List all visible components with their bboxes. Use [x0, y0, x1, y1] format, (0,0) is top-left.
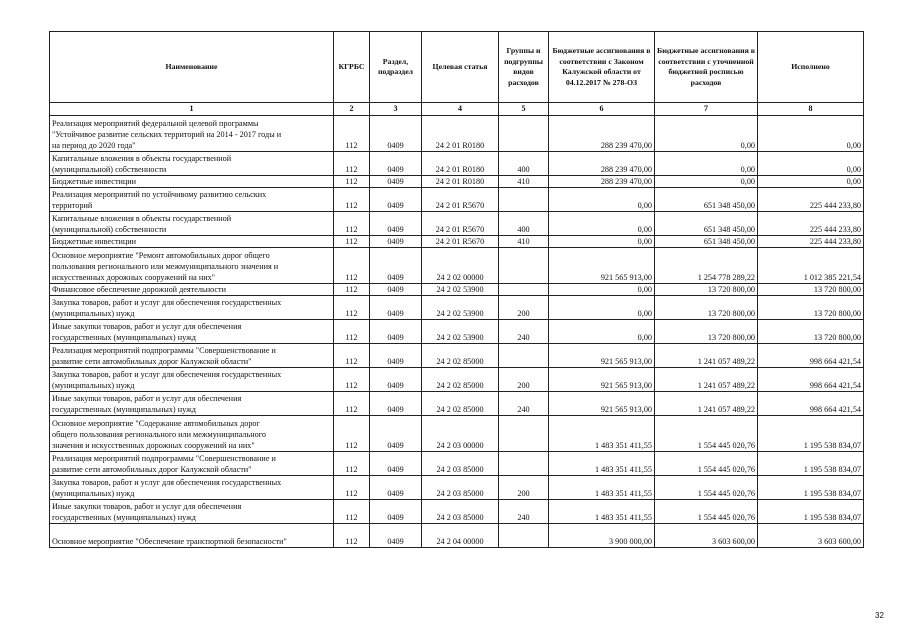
row-kgrbs-cell: 112	[334, 368, 370, 392]
header-kgrbs: КГРБС	[334, 32, 370, 103]
table-row	[50, 392, 864, 416]
row-executed-cell: 0,00	[758, 176, 864, 188]
row-name-cell: Реализация мероприятий по устойчивому развитию сельских территорий	[50, 188, 334, 212]
row-assign-law-cell: 0,00	[549, 236, 655, 248]
row-kgrbs-cell: 112	[334, 284, 370, 296]
row-assign-law-cell: 0,00	[549, 212, 655, 236]
row-assign-law-cell: 1 483 351 411,55	[549, 416, 655, 452]
row-kgrbs-cell: 112	[334, 392, 370, 416]
row-executed-cell: 998 664 421,54	[758, 368, 864, 392]
row-group-cell: 240	[499, 320, 549, 344]
row-target-cell: 24 2 02 53900	[422, 320, 499, 344]
row-name-cell: Иные закупки товаров, работ и услуг для обеспечения государственных (муниципальных) нужд	[50, 320, 334, 344]
row-executed-cell: 1 195 538 834,07	[758, 416, 864, 452]
row-assign-refined-cell: 0,00	[655, 152, 758, 176]
row-assign-law-cell: 1 483 351 411,55	[549, 476, 655, 500]
header-section: Раздел, подраздел	[370, 32, 422, 103]
row-name-cell: Основное мероприятие "Содержание автомобильных дорог общего пользования регионального или межмуниципального значения и искусственных дорожных сооружений на них"	[50, 416, 334, 452]
row-kgrbs-cell: 112	[334, 524, 370, 548]
row-assign-law-cell: 921 565 913,00	[549, 248, 655, 284]
row-group-cell	[499, 416, 549, 452]
row-name-cell: Реализация мероприятий федеральной целевой программы "Устойчивое развитие сельских территорий на 2014 - 2017 годы и на период до 2020 года"	[50, 116, 334, 152]
row-target-cell: 24 2 01 R5670	[422, 212, 499, 236]
row-assign-law-cell: 1 483 351 411,55	[549, 500, 655, 524]
row-executed-cell: 225 444 233,80	[758, 236, 864, 248]
row-assign-law-cell: 0,00	[549, 284, 655, 296]
row-section-cell: 0409	[370, 476, 422, 500]
row-section-cell: 0409	[370, 152, 422, 176]
row-assign-law-cell: 921 565 913,00	[549, 368, 655, 392]
row-assign-refined-cell: 651 348 450,00	[655, 188, 758, 212]
row-group-cell: 200	[499, 476, 549, 500]
row-group-cell	[499, 248, 549, 284]
row-assign-law-cell: 1 483 351 411,55	[549, 452, 655, 476]
table-row	[50, 344, 864, 368]
col-number: 8	[758, 103, 864, 116]
table-row	[50, 500, 864, 524]
row-executed-cell: 1 195 538 834,07	[758, 452, 864, 476]
row-group-cell: 240	[499, 500, 549, 524]
row-assign-refined-cell: 3 603 600,00	[655, 524, 758, 548]
row-group-cell	[499, 524, 549, 548]
row-executed-cell: 1 012 385 221,54	[758, 248, 864, 284]
row-kgrbs-cell: 112	[334, 452, 370, 476]
row-assign-law-cell: 0,00	[549, 188, 655, 212]
row-section-cell: 0409	[370, 248, 422, 284]
row-group-cell	[499, 284, 549, 296]
table-body	[50, 116, 864, 548]
row-kgrbs-cell: 112	[334, 320, 370, 344]
row-section-cell: 0409	[370, 344, 422, 368]
row-kgrbs-cell: 112	[334, 476, 370, 500]
row-group-cell	[499, 116, 549, 152]
row-assign-law-cell: 288 239 470,00	[549, 152, 655, 176]
row-kgrbs-cell: 112	[334, 152, 370, 176]
row-name-cell: Иные закупки товаров, работ и услуг для обеспечения государственных (муниципальных) нужд	[50, 500, 334, 524]
col-number: 7	[655, 103, 758, 116]
row-assign-refined-cell: 1 254 778 289,22	[655, 248, 758, 284]
row-assign-refined-cell: 13 720 800,00	[655, 320, 758, 344]
row-assign-law-cell: 288 239 470,00	[549, 176, 655, 188]
row-executed-cell: 225 444 233,80	[758, 212, 864, 236]
row-section-cell: 0409	[370, 392, 422, 416]
row-name-cell: Реализация мероприятий подпрограммы "Совершенствование и развитие сети автомобильных дорог Калужской области"	[50, 452, 334, 476]
row-assign-law-cell: 921 565 913,00	[549, 344, 655, 368]
row-name-cell: Закупка товаров, работ и услуг для обеспечения государственных (муниципальных) нужд	[50, 368, 334, 392]
page-number: 32	[875, 611, 884, 620]
row-assign-law-cell: 921 565 913,00	[549, 392, 655, 416]
budget-table	[49, 31, 864, 548]
row-name-cell: Капитальные вложения в объекты государственной (муниципальной) собственности	[50, 212, 334, 236]
table-row	[50, 248, 864, 284]
row-section-cell: 0409	[370, 368, 422, 392]
table-row	[50, 176, 864, 188]
table-row	[50, 116, 864, 152]
row-group-cell: 200	[499, 368, 549, 392]
row-section-cell: 0409	[370, 176, 422, 188]
row-assign-law-cell: 0,00	[549, 296, 655, 320]
col-number: 5	[499, 103, 549, 116]
row-assign-refined-cell: 1 554 445 020,76	[655, 452, 758, 476]
row-assign-refined-cell: 1 554 445 020,76	[655, 416, 758, 452]
col-number: 4	[422, 103, 499, 116]
row-group-cell: 400	[499, 212, 549, 236]
table-row	[50, 188, 864, 212]
table-row	[50, 368, 864, 392]
header-executed: Исполнено	[758, 32, 864, 103]
header-group: Группы и подгруппы видов расходов	[499, 32, 549, 103]
row-executed-cell: 3 603 600,00	[758, 524, 864, 548]
header-assign-refined: Бюджетные ассигнования в соответствии с уточненной бюджетной росписью расходов	[655, 32, 758, 103]
row-target-cell: 24 2 03 00000	[422, 416, 499, 452]
row-target-cell: 24 2 03 85000	[422, 476, 499, 500]
row-group-cell	[499, 188, 549, 212]
row-executed-cell: 998 664 421,54	[758, 392, 864, 416]
row-section-cell: 0409	[370, 116, 422, 152]
row-group-cell: 400	[499, 152, 549, 176]
row-executed-cell: 13 720 800,00	[758, 284, 864, 296]
table-row	[50, 320, 864, 344]
row-assign-law-cell: 3 900 000,00	[549, 524, 655, 548]
row-target-cell: 24 2 03 85000	[422, 452, 499, 476]
table-row	[50, 452, 864, 476]
row-assign-refined-cell: 1 554 445 020,76	[655, 500, 758, 524]
row-kgrbs-cell: 112	[334, 248, 370, 284]
row-target-cell: 24 2 01 R5670	[422, 188, 499, 212]
table-row	[50, 152, 864, 176]
row-kgrbs-cell: 112	[334, 236, 370, 248]
row-name-cell: Основное мероприятие "Ремонт автомобильных дорог общего пользования регионального или межмуниципального значения и искусственных дорожных сооружений на них"	[50, 248, 334, 284]
row-assign-refined-cell: 13 720 800,00	[655, 284, 758, 296]
row-target-cell: 24 2 02 53900	[422, 296, 499, 320]
header-target: Целевая статья	[422, 32, 499, 103]
row-assign-law-cell: 288 239 470,00	[549, 116, 655, 152]
row-section-cell: 0409	[370, 452, 422, 476]
table-row	[50, 236, 864, 248]
row-assign-law-cell: 0,00	[549, 320, 655, 344]
table-row	[50, 284, 864, 296]
row-executed-cell: 1 195 538 834,07	[758, 500, 864, 524]
row-name-cell: Закупка товаров, работ и услуг для обеспечения государственных (муниципальных) нужд	[50, 296, 334, 320]
row-group-cell: 410	[499, 176, 549, 188]
row-assign-refined-cell: 13 720 800,00	[655, 296, 758, 320]
row-section-cell: 0409	[370, 296, 422, 320]
row-name-cell: Иные закупки товаров, работ и услуг для обеспечения государственных (муниципальных) нужд	[50, 392, 334, 416]
row-section-cell: 0409	[370, 188, 422, 212]
table-row	[50, 416, 864, 452]
row-kgrbs-cell: 112	[334, 296, 370, 320]
row-kgrbs-cell: 112	[334, 176, 370, 188]
row-assign-refined-cell: 1 554 445 020,76	[655, 476, 758, 500]
row-name-cell: Основное мероприятие "Обеспечение транспортной безопасности"	[50, 524, 334, 548]
col-number: 2	[334, 103, 370, 116]
row-group-cell: 200	[499, 296, 549, 320]
row-target-cell: 24 2 02 85000	[422, 392, 499, 416]
row-kgrbs-cell: 112	[334, 344, 370, 368]
row-executed-cell: 13 720 800,00	[758, 320, 864, 344]
row-name-cell: Бюджетные инвестиции	[50, 236, 334, 248]
col-number: 1	[50, 103, 334, 116]
row-target-cell: 24 2 01 R5670	[422, 236, 499, 248]
row-section-cell: 0409	[370, 284, 422, 296]
row-target-cell: 24 2 02 00000	[422, 248, 499, 284]
row-executed-cell: 1 195 538 834,07	[758, 476, 864, 500]
row-executed-cell: 0,00	[758, 152, 864, 176]
row-executed-cell: 13 720 800,00	[758, 296, 864, 320]
col-number: 6	[549, 103, 655, 116]
row-kgrbs-cell: 112	[334, 188, 370, 212]
row-assign-refined-cell: 1 241 057 489,22	[655, 344, 758, 368]
header-assign-law: Бюджетные ассигнования в соответствии с Законом Калужской области от 04.12.2017 № 278-ОЗ	[549, 32, 655, 103]
column-number-row	[50, 103, 864, 116]
row-target-cell: 24 2 01 R0180	[422, 152, 499, 176]
row-section-cell: 0409	[370, 500, 422, 524]
row-kgrbs-cell: 112	[334, 416, 370, 452]
header-row	[50, 32, 864, 103]
row-target-cell: 24 2 01 R0180	[422, 176, 499, 188]
row-name-cell: Капитальные вложения в объекты государственной (муниципальной) собственности	[50, 152, 334, 176]
row-kgrbs-cell: 112	[334, 116, 370, 152]
row-target-cell: 24 2 02 85000	[422, 368, 499, 392]
table-row	[50, 212, 864, 236]
row-assign-refined-cell: 0,00	[655, 116, 758, 152]
table-row	[50, 524, 864, 548]
row-kgrbs-cell: 112	[334, 212, 370, 236]
row-target-cell: 24 2 01 R0180	[422, 116, 499, 152]
row-target-cell: 24 2 04 00000	[422, 524, 499, 548]
row-executed-cell: 998 664 421,54	[758, 344, 864, 368]
col-number: 3	[370, 103, 422, 116]
row-section-cell: 0409	[370, 212, 422, 236]
header-name: Наименование	[50, 32, 334, 103]
row-group-cell	[499, 344, 549, 368]
row-name-cell: Закупка товаров, работ и услуг для обеспечения государственных (муниципальных) нужд	[50, 476, 334, 500]
row-group-cell: 410	[499, 236, 549, 248]
row-section-cell: 0409	[370, 236, 422, 248]
row-assign-refined-cell: 651 348 450,00	[655, 212, 758, 236]
row-target-cell: 24 2 02 53900	[422, 284, 499, 296]
table-row	[50, 476, 864, 500]
row-name-cell: Реализация мероприятий подпрограммы "Совершенствование и развитие сети автомобильных дорог Калужской области"	[50, 344, 334, 368]
row-section-cell: 0409	[370, 524, 422, 548]
row-name-cell: Финансовое обеспечение дорожной деятельности	[50, 284, 334, 296]
row-group-cell	[499, 452, 549, 476]
table-row	[50, 296, 864, 320]
row-section-cell: 0409	[370, 320, 422, 344]
row-target-cell: 24 2 03 85000	[422, 500, 499, 524]
row-kgrbs-cell: 112	[334, 500, 370, 524]
row-section-cell: 0409	[370, 416, 422, 452]
row-executed-cell: 0,00	[758, 116, 864, 152]
row-assign-refined-cell: 651 348 450,00	[655, 236, 758, 248]
row-executed-cell: 225 444 233,80	[758, 188, 864, 212]
row-assign-refined-cell: 1 241 057 489,22	[655, 392, 758, 416]
row-assign-refined-cell: 0,00	[655, 176, 758, 188]
row-name-cell: Бюджетные инвестиции	[50, 176, 334, 188]
row-target-cell: 24 2 02 85000	[422, 344, 499, 368]
row-assign-refined-cell: 1 241 057 489,22	[655, 368, 758, 392]
row-group-cell: 240	[499, 392, 549, 416]
